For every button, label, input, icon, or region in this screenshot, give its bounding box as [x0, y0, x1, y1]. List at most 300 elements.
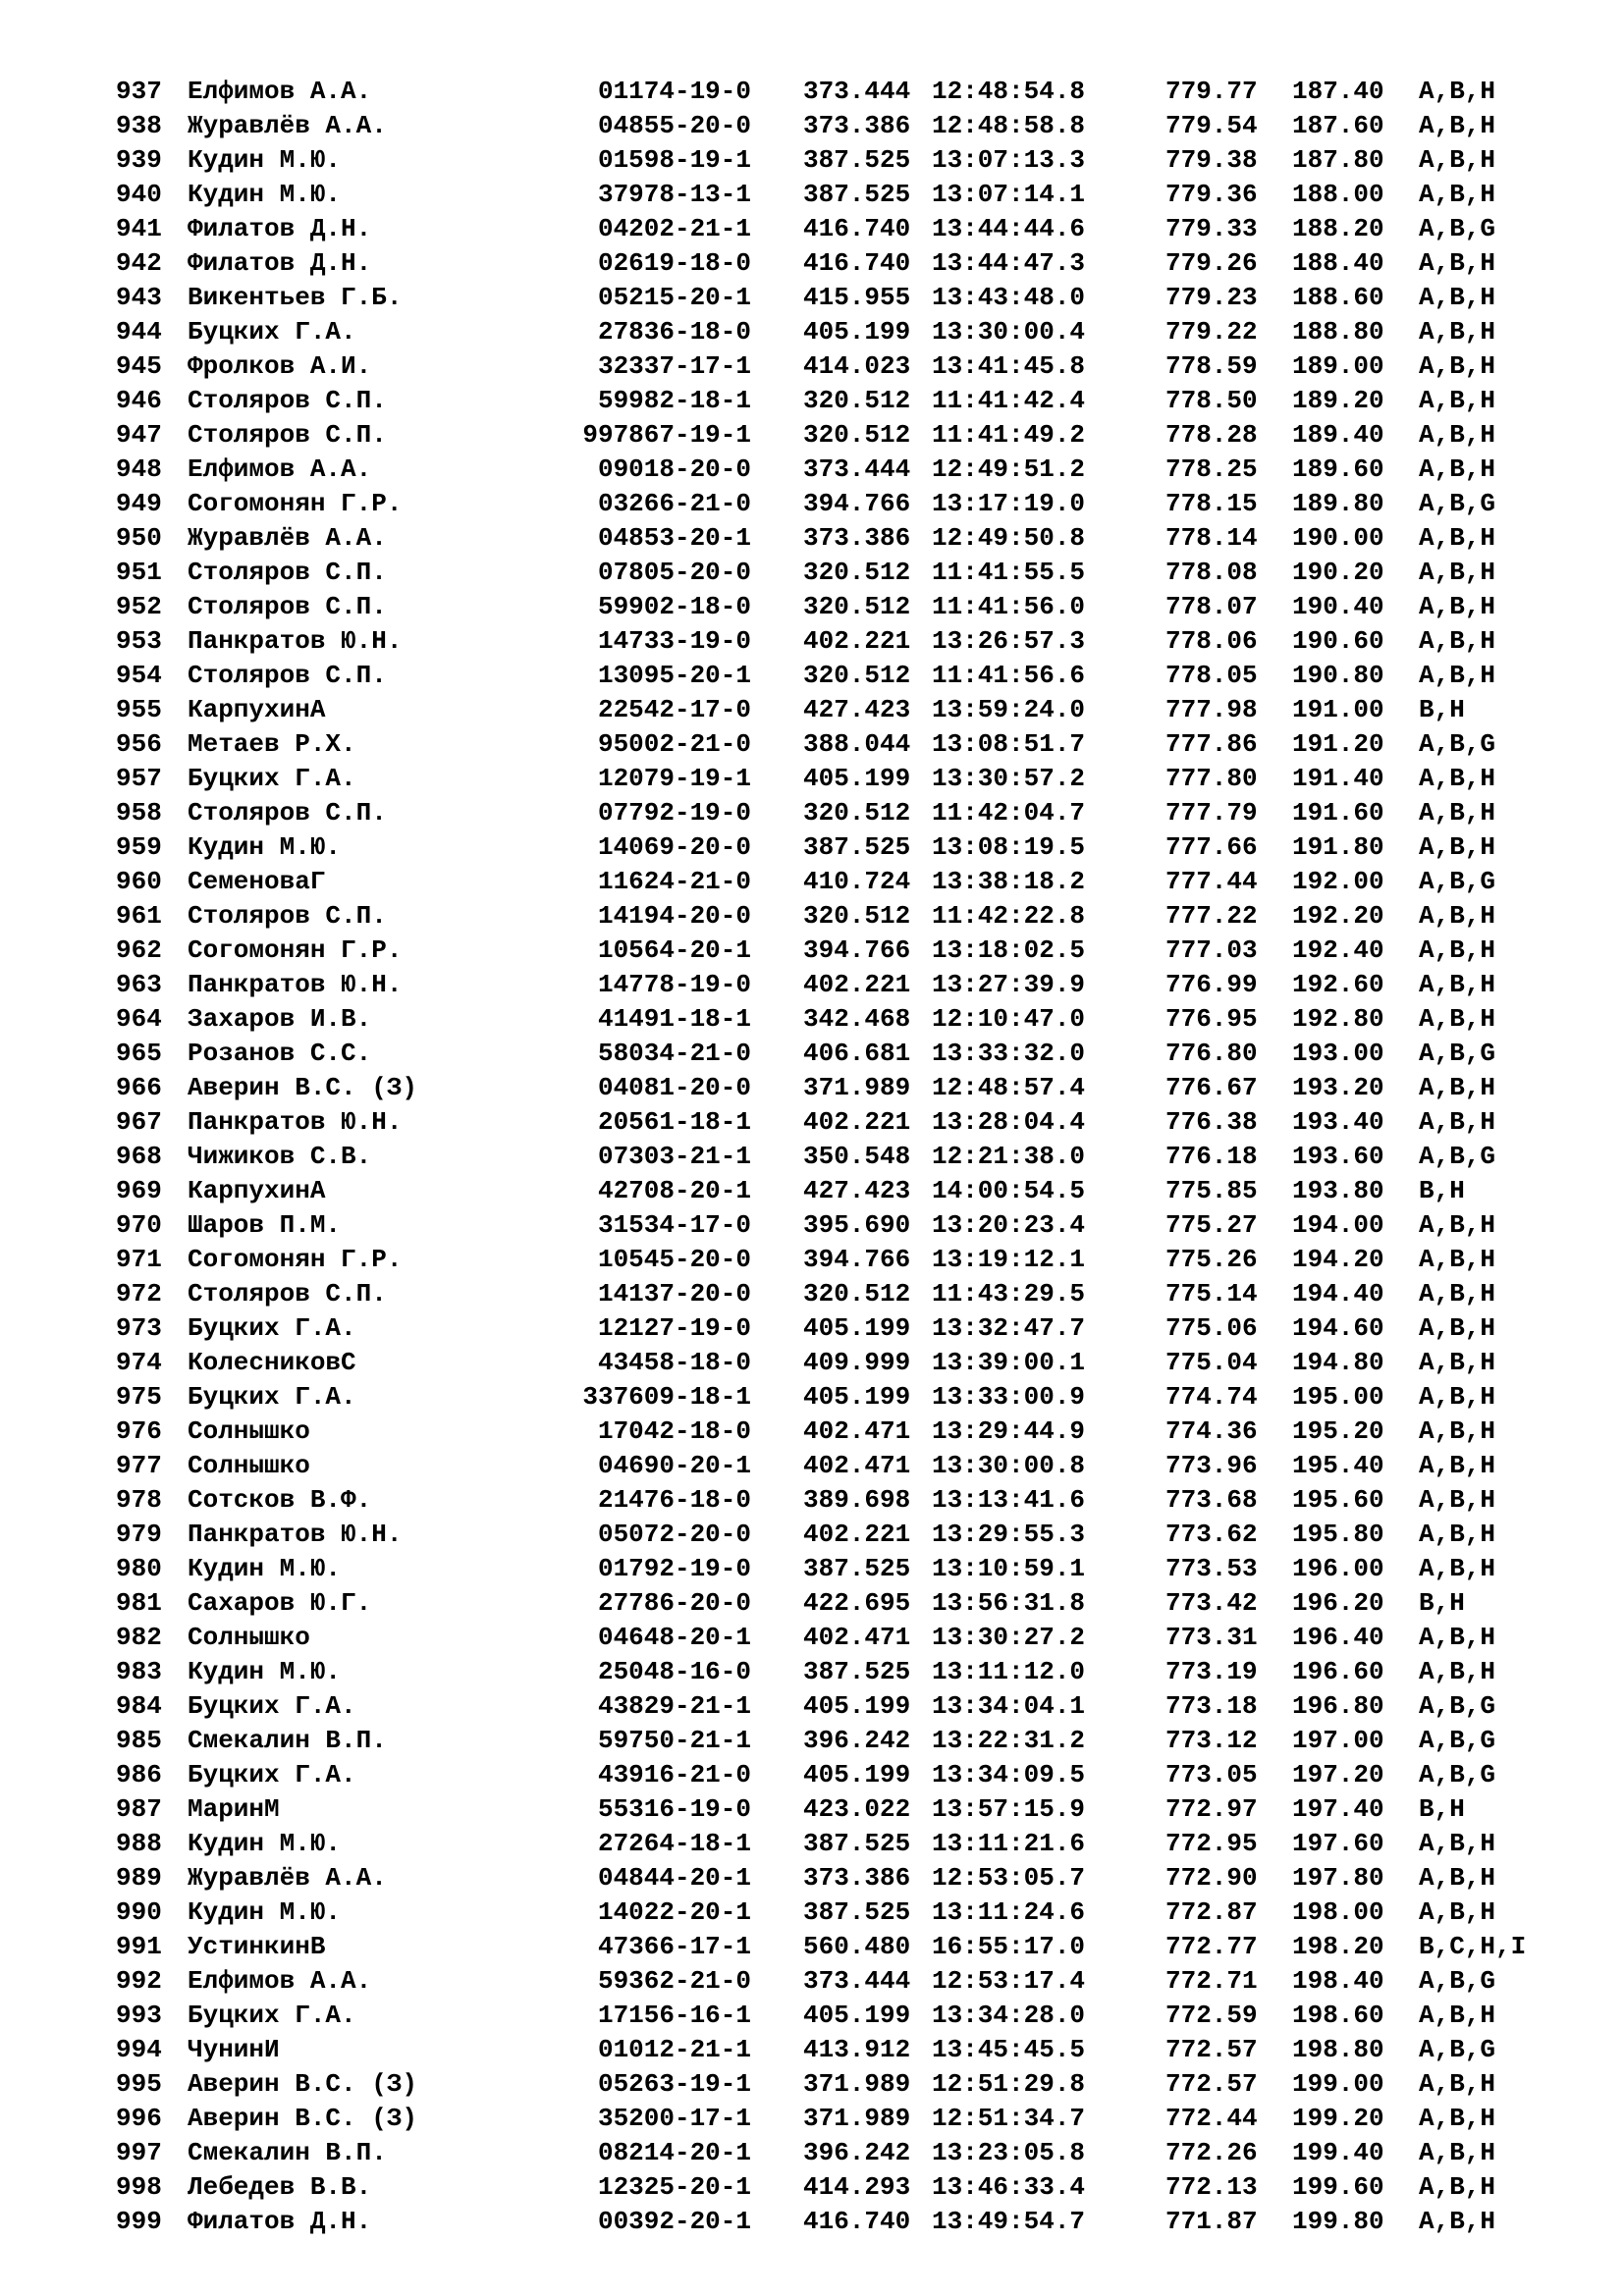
distance: 371.989	[803, 2104, 911, 2133]
competitor-name: Захаров И.В.	[188, 1004, 372, 1034]
points: 190.00	[1292, 523, 1384, 553]
ring-number: 43829-21-1	[597, 1691, 751, 1721]
ring-number: 21476-18-0	[597, 1485, 751, 1515]
points: 192.20	[1292, 901, 1384, 931]
arrival-time: 13:38:18.2	[932, 867, 1086, 896]
speed: 773.19	[1165, 1657, 1258, 1686]
competitor-name: Солнышко	[188, 1623, 310, 1652]
distance: 416.740	[803, 248, 911, 278]
speed: 772.90	[1165, 1863, 1258, 1893]
distance: 405.199	[803, 1691, 911, 1721]
speed: 772.87	[1165, 1897, 1258, 1927]
table-row	[0, 1140, 1624, 1174]
competitor-name: Лебедев В.В.	[188, 2172, 372, 2202]
row-number: 995	[116, 2069, 162, 2099]
points: 191.00	[1292, 695, 1384, 724]
row-number: 950	[116, 523, 162, 553]
ring-number: 997867-19-1	[582, 420, 751, 450]
ring-number: 04844-20-1	[597, 1863, 751, 1893]
points: 197.40	[1292, 1794, 1384, 1824]
arrival-time: 12:51:34.7	[932, 2104, 1086, 2133]
distance: 320.512	[803, 901, 911, 931]
arrival-time: 13:45:45.5	[932, 2035, 1086, 2064]
table-row	[0, 1380, 1624, 1415]
speed: 774.74	[1165, 1382, 1258, 1412]
row-number: 999	[116, 2207, 162, 2236]
arrival-time: 12:21:38.0	[932, 1142, 1086, 1171]
distance: 396.242	[803, 2138, 911, 2167]
arrival-time: 12:53:17.4	[932, 1966, 1086, 1996]
groups: A,B,H	[1419, 1348, 1496, 1377]
competitor-name: Журавлёв А.А.	[188, 523, 387, 553]
groups: B,H	[1419, 1588, 1465, 1618]
results-table	[0, 75, 1624, 2239]
competitor-name: Буцких Г.А.	[188, 1382, 356, 1412]
table-row	[0, 1483, 1624, 1518]
groups: A,B,H	[1419, 145, 1496, 175]
groups: B,H	[1419, 1176, 1465, 1205]
row-number: 964	[116, 1004, 162, 1034]
row-number: 998	[116, 2172, 162, 2202]
points: 195.00	[1292, 1382, 1384, 1412]
groups: A,B,G	[1419, 1039, 1496, 1068]
competitor-name: Филатов Д.Н.	[188, 248, 372, 278]
ring-number: 08214-20-1	[597, 2138, 751, 2167]
competitor-name: СеменоваГ	[188, 867, 326, 896]
ring-number: 14194-20-0	[597, 901, 751, 931]
distance: 405.199	[803, 1760, 911, 1789]
distance: 405.199	[803, 2001, 911, 2030]
arrival-time: 13:23:05.8	[932, 2138, 1086, 2167]
ring-number: 17156-16-1	[597, 2001, 751, 2030]
arrival-time: 13:07:14.1	[932, 180, 1086, 209]
table-row	[0, 1105, 1624, 1140]
distance: 320.512	[803, 558, 911, 587]
distance: 320.512	[803, 798, 911, 828]
competitor-name: Розанов С.С.	[188, 1039, 372, 1068]
arrival-time: 12:48:54.8	[932, 77, 1086, 106]
arrival-time: 13:08:51.7	[932, 729, 1086, 759]
arrival-time: 13:18:02.5	[932, 935, 1086, 965]
table-row	[0, 1208, 1624, 1243]
distance: 402.471	[803, 1416, 911, 1446]
groups: A,B,H	[1419, 1863, 1496, 1893]
points: 188.40	[1292, 248, 1384, 278]
ring-number: 25048-16-0	[597, 1657, 751, 1686]
table-row	[0, 796, 1624, 830]
ring-number: 41491-18-1	[597, 1004, 751, 1034]
ring-number: 12079-19-1	[597, 764, 751, 793]
speed: 777.03	[1165, 935, 1258, 965]
row-number: 961	[116, 901, 162, 931]
points: 187.60	[1292, 111, 1384, 140]
groups: A,B,H	[1419, 317, 1496, 347]
competitor-name: Аверин В.С. (З)	[188, 2104, 418, 2133]
speed: 778.50	[1165, 386, 1258, 415]
competitor-name: Согомонян Г.Р.	[188, 1245, 403, 1274]
arrival-time: 13:49:54.7	[932, 2207, 1086, 2236]
table-row	[0, 1999, 1624, 2033]
ring-number: 09018-20-0	[597, 454, 751, 484]
points: 196.40	[1292, 1623, 1384, 1652]
points: 199.00	[1292, 2069, 1384, 2099]
ring-number: 07805-20-0	[597, 558, 751, 587]
distance: 405.199	[803, 317, 911, 347]
row-number: 979	[116, 1520, 162, 1549]
speed: 776.99	[1165, 970, 1258, 999]
table-row	[0, 315, 1624, 349]
groups: A,B,H	[1419, 1897, 1496, 1927]
speed: 772.44	[1165, 2104, 1258, 2133]
speed: 779.77	[1165, 77, 1258, 106]
table-row	[0, 1792, 1624, 1827]
points: 188.60	[1292, 283, 1384, 312]
distance: 387.525	[803, 1657, 911, 1686]
competitor-name: Смекалин В.П.	[188, 2138, 387, 2167]
speed: 774.36	[1165, 1416, 1258, 1446]
ring-number: 20561-18-1	[597, 1107, 751, 1137]
distance: 373.386	[803, 111, 911, 140]
ring-number: 04855-20-0	[597, 111, 751, 140]
ring-number: 01174-19-0	[597, 77, 751, 106]
groups: A,B,H	[1419, 558, 1496, 587]
speed: 777.98	[1165, 695, 1258, 724]
ring-number: 01598-19-1	[597, 145, 751, 175]
arrival-time: 13:20:23.4	[932, 1210, 1086, 1240]
groups: A,B,H	[1419, 523, 1496, 553]
row-number: 960	[116, 867, 162, 896]
row-number: 983	[116, 1657, 162, 1686]
groups: A,B,H	[1419, 661, 1496, 690]
speed: 775.27	[1165, 1210, 1258, 1240]
speed: 772.97	[1165, 1794, 1258, 1824]
table-row	[0, 1002, 1624, 1037]
row-number: 945	[116, 351, 162, 381]
row-number: 981	[116, 1588, 162, 1618]
points: 198.20	[1292, 1932, 1384, 1961]
speed: 775.85	[1165, 1176, 1258, 1205]
groups: B,C,H,I	[1419, 1932, 1527, 1961]
row-number: 986	[116, 1760, 162, 1789]
ring-number: 27786-20-0	[597, 1588, 751, 1618]
groups: A,B,G	[1419, 729, 1496, 759]
arrival-time: 11:43:29.5	[932, 1279, 1086, 1308]
row-number: 976	[116, 1416, 162, 1446]
row-number: 973	[116, 1313, 162, 1343]
table-row	[0, 1758, 1624, 1792]
speed: 775.14	[1165, 1279, 1258, 1308]
points: 191.20	[1292, 729, 1384, 759]
arrival-time: 13:43:48.0	[932, 283, 1086, 312]
ring-number: 27836-18-0	[597, 317, 751, 347]
competitor-name: Буцких Г.А.	[188, 1691, 356, 1721]
row-number: 953	[116, 626, 162, 656]
ring-number: 05072-20-0	[597, 1520, 751, 1549]
competitor-name: Кудин М.Ю.	[188, 1657, 342, 1686]
points: 189.80	[1292, 489, 1384, 518]
table-row	[0, 1861, 1624, 1896]
speed: 778.14	[1165, 523, 1258, 553]
groups: A,B,H	[1419, 1279, 1496, 1308]
speed: 773.18	[1165, 1691, 1258, 1721]
competitor-name: Аверин В.С. (З)	[188, 1073, 418, 1102]
table-row	[0, 487, 1624, 521]
distance: 373.444	[803, 454, 911, 484]
distance: 402.221	[803, 1520, 911, 1549]
row-number: 949	[116, 489, 162, 518]
competitor-name: Столяров С.П.	[188, 386, 387, 415]
arrival-time: 12:48:57.4	[932, 1073, 1086, 1102]
row-number: 940	[116, 180, 162, 209]
distance: 320.512	[803, 386, 911, 415]
points: 198.40	[1292, 1966, 1384, 1996]
arrival-time: 13:11:24.6	[932, 1897, 1086, 1927]
distance: 402.221	[803, 626, 911, 656]
distance: 405.199	[803, 1313, 911, 1343]
ring-number: 17042-18-0	[597, 1416, 751, 1446]
groups: A,B,H	[1419, 283, 1496, 312]
row-number: 941	[116, 214, 162, 243]
table-row	[0, 1071, 1624, 1105]
distance: 405.199	[803, 764, 911, 793]
ring-number: 55316-19-0	[597, 1794, 751, 1824]
ring-number: 02619-18-0	[597, 248, 751, 278]
points: 188.20	[1292, 214, 1384, 243]
competitor-name: Метаев Р.Х.	[188, 729, 356, 759]
competitor-name: Шаров П.М.	[188, 1210, 342, 1240]
ring-number: 14069-20-0	[597, 832, 751, 862]
table-row	[0, 1930, 1624, 1964]
competitor-name: Столяров С.П.	[188, 901, 387, 931]
competitor-name: Солнышко	[188, 1416, 310, 1446]
table-row	[0, 1655, 1624, 1689]
competitor-name: Филатов Д.Н.	[188, 214, 372, 243]
arrival-time: 11:42:22.8	[932, 901, 1086, 931]
table-row	[0, 1415, 1624, 1449]
competitor-name: Панкратов Ю.Н.	[188, 1107, 403, 1137]
competitor-name: Согомонян Г.Р.	[188, 935, 403, 965]
distance: 320.512	[803, 592, 911, 621]
arrival-time: 13:44:44.6	[932, 214, 1086, 243]
competitor-name: Викентьев Г.Б.	[188, 283, 403, 312]
points: 195.40	[1292, 1451, 1384, 1480]
groups: A,B,H	[1419, 798, 1496, 828]
arrival-time: 13:33:32.0	[932, 1039, 1086, 1068]
row-number: 989	[116, 1863, 162, 1893]
distance: 413.912	[803, 2035, 911, 2064]
table-row	[0, 556, 1624, 590]
distance: 320.512	[803, 420, 911, 450]
arrival-time: 13:22:31.2	[932, 1726, 1086, 1755]
competitor-name: ЧунинИ	[188, 2035, 280, 2064]
points: 198.00	[1292, 1897, 1384, 1927]
points: 196.60	[1292, 1657, 1384, 1686]
competitor-name: Столяров С.П.	[188, 420, 387, 450]
points: 197.00	[1292, 1726, 1384, 1755]
groups: A,B,H	[1419, 970, 1496, 999]
ring-number: 43916-21-0	[597, 1760, 751, 1789]
ring-number: 12325-20-1	[597, 2172, 751, 2202]
competitor-name: Столяров С.П.	[188, 592, 387, 621]
points: 193.60	[1292, 1142, 1384, 1171]
groups: A,B,H	[1419, 77, 1496, 106]
distance: 320.512	[803, 661, 911, 690]
arrival-time: 11:41:56.6	[932, 661, 1086, 690]
ring-number: 14733-19-0	[597, 626, 751, 656]
arrival-time: 13:32:47.7	[932, 1313, 1086, 1343]
points: 190.60	[1292, 626, 1384, 656]
speed: 773.05	[1165, 1760, 1258, 1789]
competitor-name: Кудин М.Ю.	[188, 832, 342, 862]
groups: A,B,G	[1419, 489, 1496, 518]
points: 191.80	[1292, 832, 1384, 862]
competitor-name: Буцких Г.А.	[188, 764, 356, 793]
row-number: 944	[116, 317, 162, 347]
speed: 777.80	[1165, 764, 1258, 793]
row-number: 971	[116, 1245, 162, 1274]
distance: 373.444	[803, 1966, 911, 1996]
table-row	[0, 143, 1624, 178]
table-row	[0, 1586, 1624, 1621]
points: 190.40	[1292, 592, 1384, 621]
table-row	[0, 1037, 1624, 1071]
groups: A,B,H	[1419, 1073, 1496, 1102]
distance: 423.022	[803, 1794, 911, 1824]
row-number: 967	[116, 1107, 162, 1137]
points: 199.40	[1292, 2138, 1384, 2167]
groups: A,B,H	[1419, 592, 1496, 621]
ring-number: 10545-20-0	[597, 1245, 751, 1274]
distance: 387.525	[803, 180, 911, 209]
distance: 373.386	[803, 1863, 911, 1893]
speed: 778.05	[1165, 661, 1258, 690]
points: 199.20	[1292, 2104, 1384, 2133]
speed: 776.67	[1165, 1073, 1258, 1102]
arrival-time: 13:30:00.8	[932, 1451, 1086, 1480]
ring-number: 04853-20-1	[597, 523, 751, 553]
row-number: 938	[116, 111, 162, 140]
groups: A,B,H	[1419, 764, 1496, 793]
row-number: 952	[116, 592, 162, 621]
speed: 776.38	[1165, 1107, 1258, 1137]
row-number: 954	[116, 661, 162, 690]
row-number: 937	[116, 77, 162, 106]
arrival-time: 13:08:19.5	[932, 832, 1086, 862]
ring-number: 58034-21-0	[597, 1039, 751, 1068]
arrival-time: 13:27:39.9	[932, 970, 1086, 999]
groups: A,B,H	[1419, 1382, 1496, 1412]
speed: 778.07	[1165, 592, 1258, 621]
speed: 772.77	[1165, 1932, 1258, 1961]
points: 194.20	[1292, 1245, 1384, 1274]
row-number: 942	[116, 248, 162, 278]
groups: A,B,H	[1419, 454, 1496, 484]
row-number: 992	[116, 1966, 162, 1996]
arrival-time: 11:41:49.2	[932, 420, 1086, 450]
points: 193.00	[1292, 1039, 1384, 1068]
arrival-time: 11:41:55.5	[932, 558, 1086, 587]
groups: A,B,G	[1419, 1726, 1496, 1755]
ring-number: 05215-20-1	[597, 283, 751, 312]
speed: 775.26	[1165, 1245, 1258, 1274]
ring-number: 04081-20-0	[597, 1073, 751, 1102]
arrival-time: 12:48:58.8	[932, 111, 1086, 140]
groups: A,B,H	[1419, 1107, 1496, 1137]
points: 188.80	[1292, 317, 1384, 347]
distance: 320.512	[803, 1279, 911, 1308]
speed: 779.38	[1165, 145, 1258, 175]
ring-number: 07303-21-1	[597, 1142, 751, 1171]
points: 199.60	[1292, 2172, 1384, 2202]
competitor-name: Журавлёв А.А.	[188, 1863, 387, 1893]
row-number: 939	[116, 145, 162, 175]
speed: 777.44	[1165, 867, 1258, 896]
competitor-name: Панкратов Ю.Н.	[188, 626, 403, 656]
competitor-name: Столяров С.П.	[188, 798, 387, 828]
speed: 773.12	[1165, 1726, 1258, 1755]
speed: 775.04	[1165, 1348, 1258, 1377]
ring-number: 04202-21-1	[597, 214, 751, 243]
distance: 387.525	[803, 1897, 911, 1927]
row-number: 946	[116, 386, 162, 415]
distance: 402.471	[803, 1623, 911, 1652]
groups: A,B,H	[1419, 832, 1496, 862]
groups: A,B,H	[1419, 2069, 1496, 2099]
groups: A,B,H	[1419, 1313, 1496, 1343]
ring-number: 42708-20-1	[597, 1176, 751, 1205]
table-row	[0, 1689, 1624, 1724]
groups: A,B,H	[1419, 2001, 1496, 2030]
row-number: 948	[116, 454, 162, 484]
row-number: 969	[116, 1176, 162, 1205]
points: 195.80	[1292, 1520, 1384, 1549]
arrival-time: 12:53:05.7	[932, 1863, 1086, 1893]
groups: A,B,H	[1419, 901, 1496, 931]
speed: 777.86	[1165, 729, 1258, 759]
distance: 414.293	[803, 2172, 911, 2202]
groups: A,B,H	[1419, 1829, 1496, 1858]
competitor-name: Сотсков В.Ф.	[188, 1485, 372, 1515]
groups: A,B,H	[1419, 626, 1496, 656]
arrival-time: 13:11:21.6	[932, 1829, 1086, 1858]
ring-number: 10564-20-1	[597, 935, 751, 965]
distance: 388.044	[803, 729, 911, 759]
competitor-name: Елфимов А.А.	[188, 454, 372, 484]
arrival-time: 13:46:33.4	[932, 2172, 1086, 2202]
speed: 773.53	[1165, 1554, 1258, 1583]
groups: A,B,H	[1419, 248, 1496, 278]
competitor-name: Смекалин В.П.	[188, 1726, 387, 1755]
arrival-time: 13:07:13.3	[932, 145, 1086, 175]
groups: A,B,H	[1419, 1416, 1496, 1446]
table-row	[0, 521, 1624, 556]
groups: A,B,G	[1419, 1966, 1496, 1996]
competitor-name: Панкратов Ю.Н.	[188, 1520, 403, 1549]
groups: A,B,H	[1419, 935, 1496, 965]
table-row	[0, 1896, 1624, 1930]
arrival-time: 12:51:29.8	[932, 2069, 1086, 2099]
points: 197.80	[1292, 1863, 1384, 1893]
ring-number: 31534-17-0	[597, 1210, 751, 1240]
points: 194.60	[1292, 1313, 1384, 1343]
speed: 779.26	[1165, 248, 1258, 278]
points: 191.60	[1292, 798, 1384, 828]
row-number: 966	[116, 1073, 162, 1102]
speed: 778.15	[1165, 489, 1258, 518]
groups: A,B,H	[1419, 386, 1496, 415]
ring-number: 47366-17-1	[597, 1932, 751, 1961]
ring-number: 03266-21-0	[597, 489, 751, 518]
